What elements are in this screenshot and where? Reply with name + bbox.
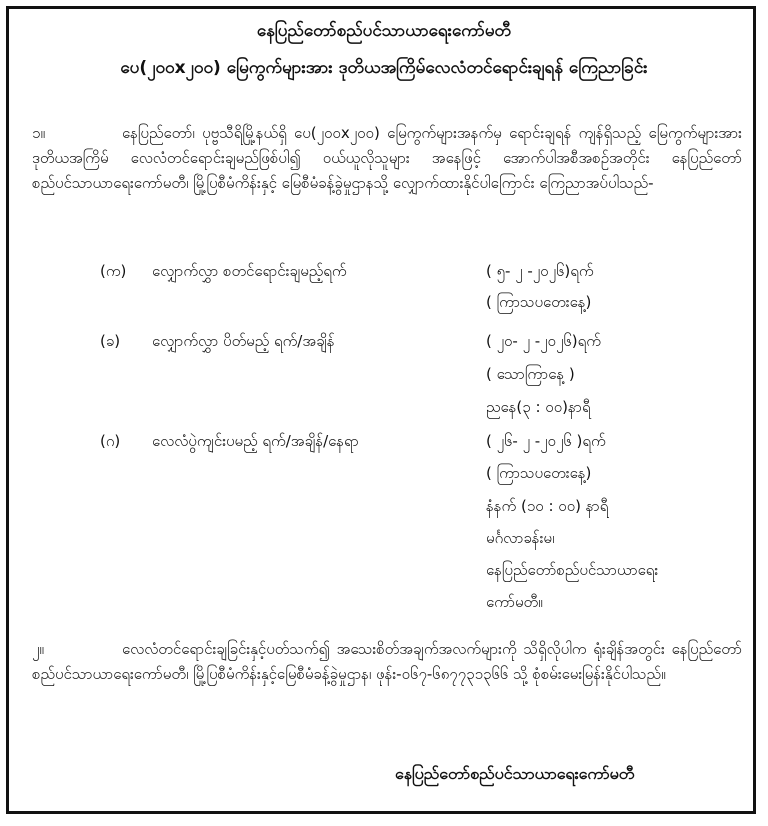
schedule-ka-letter: (က) — [100, 262, 127, 280]
schedule-kha-letter: (ခ) — [100, 332, 121, 350]
schedule-kha-line-2: ( သောကြာနေ့ ) — [486, 365, 575, 383]
schedule-ga-line-5: နေပြည်တော်စည်ပင်သာယာရေး — [486, 561, 659, 579]
schedule-kha-line-1: ( ၂၀- ၂ -၂၀၂၆)ရက် — [486, 332, 601, 350]
schedule-ga-line-1: ( ၂၆- ၂ -၂၀၂၆ )ရက် — [486, 432, 606, 450]
paragraph-2 — [32, 637, 742, 687]
schedule-ka-line-2: ( ကြာသပတေးနေ့) — [486, 293, 592, 311]
notice-title-line2: ပေ(၂၀၀x၂၀၀) မြေကွက်များအား ဒုတိယအကြိမ်လေလံတင်ရောင်းချရန် ကြေညာခြင်း — [120, 58, 648, 78]
signature: နေပြည်တော်စည်ပင်သာယာရေးကော်မတီ — [395, 764, 635, 783]
notice-title-line1: နေပြည်တော်စည်ပင်သာယာရေးကော်မတီ — [256, 21, 512, 41]
paragraph-1 — [32, 121, 742, 196]
schedule-ka-line-1: ( ၅- ၂ -၂၀၂၆)ရက် — [486, 262, 594, 280]
schedule-kha-line-3: ညနေ(၃ : ၀၀)နာရီ — [486, 398, 591, 416]
schedule-ga-line-2: ( ကြာသပတေးနေ့) — [486, 464, 592, 482]
schedule-ga-letter: (ဂ) — [100, 432, 121, 450]
paragraph-1-text: နေပြည်တော်၊ ပုဗ္ဗသီရိမြို့နယ်ရှိ ပေ(၂၀၀x၂၀၀) မြေကွက်များအနက်မှ ရောင်းချရန် ကျန်ရှိသည့် မြေကွက်များအား ဒုတိယအကြိမ် လေလံတင်ရောင်းချမည်ဖြစ်ပါ၍ ဝယ်ယူလိုသူများ အနေဖြင့် အောက်ပါအစီအစဉ်အတိုင်း နေပြည်တော်စည်ပင်သာယာရေးကော်မတီ၊ မြို့ပြစီမံကိန်းနှင့် မြေစီမံခန့်ခွဲမှုဌာနသို့ လျှောက်ထားနိုင်ပါကြောင်း ကြေညာအပ်ပါသည်- — [32, 124, 742, 192]
schedule-ga-line-4: မင်္ဂလာခန်းမ၊ — [486, 529, 555, 547]
schedule-ga-label: လေလံပွဲကျင်းပမည့် ရက်/အချိန်/နေရာ — [152, 432, 359, 450]
schedule-kha-label: လျှောက်လွှာ ပိတ်မည့် ရက်/အချိန် — [152, 332, 335, 350]
paragraph-2-text: လေလံတင်ရောင်းချခြင်းနှင့်ပတ်သက်၍ အသေးစိတ်အချက်အလက်များကို သိရှိလိုပါက ရုံးချိန်အတွင်း နေပြည်တော်စည်ပင်သာယာရေးကော်မတီ၊ မြို့ပြစီမံကိန်းနှင့်မြေစီမံခန့်ခွဲမှုဌာန၊ ဖုန်း-၀၆၇-၆၈၇၇၃၁၃၆၆ သို့ စုံစမ်းမေးမြန်းနိုင်ပါသည်။ — [32, 640, 742, 683]
schedule-ga-line-6: ကော်မတီ။ — [486, 593, 543, 611]
paragraph-2-number: ၂။ — [32, 640, 44, 658]
schedule-ga-line-3: နံနက် (၁၀ : ၀၀) နာရီ — [486, 497, 609, 515]
paragraph-1-number: ၁။ — [32, 124, 45, 142]
schedule-ka-label: လျှောက်လွှာ စတင်ရောင်းချမည့်ရက် — [152, 262, 347, 280]
